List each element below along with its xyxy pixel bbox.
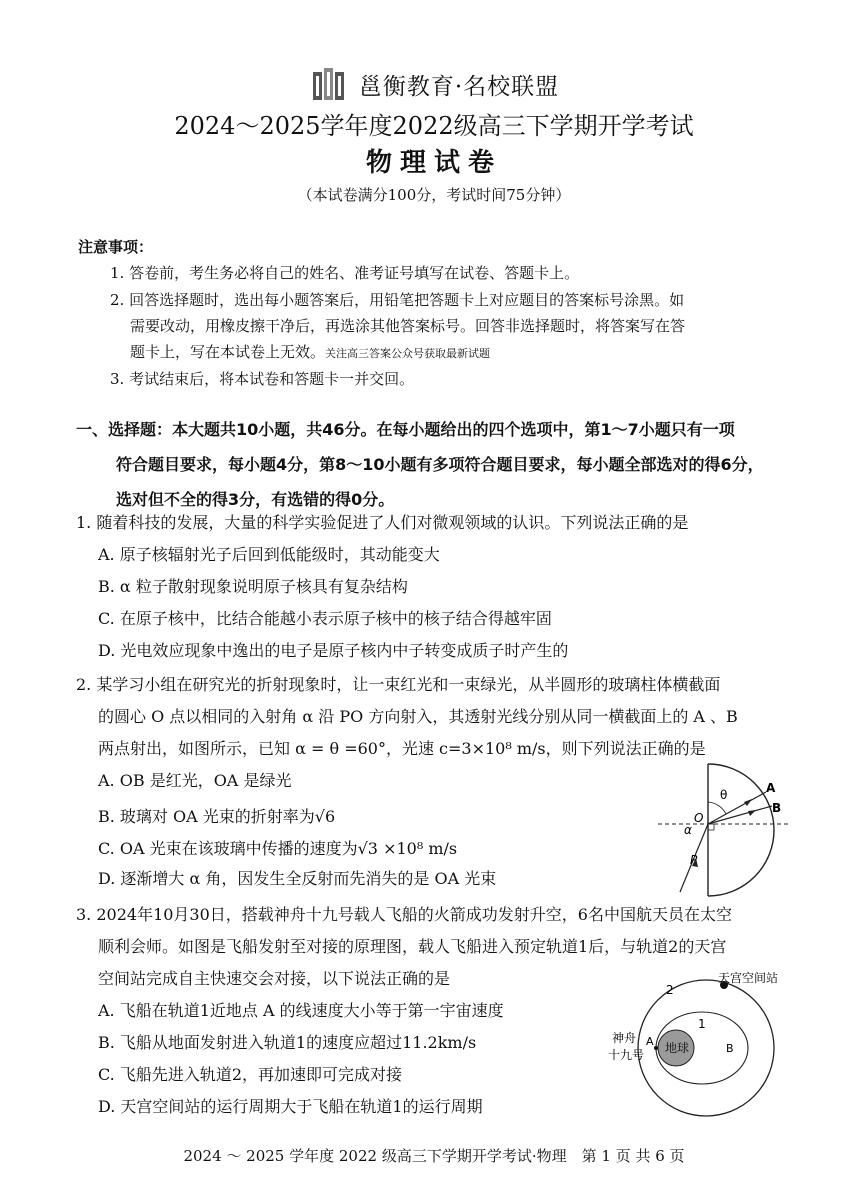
page-footer: 2024 ～ 2025 学年度 2022 级高三下学期开学考试·物理 第 1 页 共 6 页 <box>183 1147 685 1165</box>
q2-option-a: A. OB 是红光，OA 是绿光 <box>98 771 292 790</box>
label-b: B <box>772 801 782 815</box>
notice-tip: 关注高三答案公众号获取最新试题 <box>325 347 491 360</box>
label-alpha: α <box>684 823 692 837</box>
q1-option-b: B. α 粒子散射现象说明原子核具有复杂结构 <box>98 577 408 596</box>
section-1-line-2: 符合题目要求，每小题4分，第8～10小题有多项符合题目要求，每小题全部选对的得6分， <box>116 455 764 474</box>
notice-item-1: 1. 答卷前，考生务必将自己的姓名、准考证号填写在试卷、答题卡上。 <box>110 264 580 282</box>
label-station: 天宫空间站 <box>718 971 779 985</box>
q3-stem-line-3: 空间站完成自主快速交会对接，以下说法正确的是 <box>98 969 451 988</box>
exam-note: （本试卷满分100分，考试时间75分钟） <box>297 186 571 204</box>
ray-oa <box>708 792 766 824</box>
q3-option-d: D. 天宫空间站的运行周期大于飞船在轨道1的运行周期 <box>98 1097 483 1116</box>
label-ship-line-1: 神舟 <box>612 1031 637 1045</box>
q1-option-d: D. 光电效应现象中逸出的电子是原子核内中子转变成质子时产生的 <box>98 641 569 660</box>
right-angle-mark <box>708 824 714 830</box>
label-ship-line-2: 十九号 <box>608 1048 645 1062</box>
label-o: O <box>694 811 704 825</box>
q2-stem-line-3: 两点射出，如图所示，已知 α = θ =60°，光速 c=3×10⁸ m/s，则下列说法正确的是 <box>98 739 706 758</box>
q3-option-b: B. 飞船从地面发射进入轨道1的速度应超过11.2km/s <box>98 1033 477 1052</box>
notice-item-2-line-3 <box>130 339 795 367</box>
q3-orbit-figure <box>606 970 802 1118</box>
label-earth: 地球 <box>665 1041 690 1055</box>
semicircle-arc <box>708 764 774 896</box>
q2-stem-line-1: 2. 某学习小组在研究光的折射现象时，让一束红光和一束绿光，从半圆形的玻璃柱体横截面 <box>76 675 721 694</box>
header-logo-row <box>0 62 868 106</box>
label-point-b: B <box>726 1042 734 1055</box>
notice-item-3: 3. 考试结束后，将本试卷和答题卡一并交回。 <box>110 370 415 388</box>
notice-title: 注意事项： <box>78 238 154 256</box>
label-point-a: A <box>646 1035 654 1048</box>
label-orbit-2: 2 <box>666 983 674 997</box>
ray-oa-arrow-icon <box>744 799 752 806</box>
q1-stem: 1. 随着科技的发展，大量的科学实验促进了人们对微观领域的认识。下列说法正确的是 <box>76 513 689 532</box>
q3-stem-line-2: 顺利会师。如图是飞船发射至对接的原理图，载人飞船进入预定轨道1后，与轨道2的天宫 <box>98 937 727 956</box>
q1-option-c: C. 在原子核中，比结合能越小表示原子核中的核子结合得越牢固 <box>98 609 552 628</box>
exam-title: 2024～2025学年度2022级高三下学期开学考试 <box>174 112 694 140</box>
theta-arc <box>708 802 726 814</box>
q2-option-c: C. OA 光束在该玻璃中传播的速度为√3 ×10⁸ m/s <box>98 839 458 858</box>
q1-option-a: A. 原子核辐射光子后回到低能级时，其动能变大 <box>98 545 440 564</box>
label-orbit-1: 1 <box>698 1017 706 1031</box>
q2-refraction-figure <box>650 762 800 898</box>
q2-stem-line-2: 的圆心 O 点以相同的入射角 α 沿 PO 方向射入，其透射光线分别从同一横截面上的 A 、B <box>98 707 738 726</box>
subject-title: 物理试卷 <box>365 148 502 178</box>
q2-option-b: B. 玻璃对 OA 光束的折射率为√6 <box>98 807 336 826</box>
q3-option-c: C. 飞船先进入轨道2，再加速即可完成对接 <box>98 1065 403 1084</box>
point-a-dot <box>654 1046 658 1050</box>
q3-option-a: A. 飞船在轨道1近地点 A 的线速度大小等于第一宇宙速度 <box>98 1001 504 1020</box>
label-a: A <box>766 781 776 795</box>
ray-ob <box>708 806 772 824</box>
notice-item-2-text: 题卡上，写在本试卷上无效。 <box>130 343 326 361</box>
q2-option-d: D. 逐渐增大 α 角，因发生全反射而先消失的是 OA 光束 <box>98 869 497 888</box>
section-1-line-3: 选对但不全的得3分，有选错的得0分。 <box>116 490 395 509</box>
ray-ob-arrow-icon <box>748 810 756 816</box>
label-theta: θ <box>720 788 728 802</box>
section-1-heading <box>76 412 798 517</box>
label-p: P <box>690 853 698 867</box>
section-1-line-1: 一、选择题：本大题共10小题，共46分。在每小题给出的四个选项中，第1～7小题只有一项 <box>76 420 735 439</box>
notice-item-2-line-1: 2. 回答选择题时，选出每小题答案后，用铅笔把答题卡上对应题目的答案标号涂黑。如 <box>110 291 685 309</box>
notice-item-2-line-2: 需要改动，用橡皮擦干净后，再选涂其他答案标号。回答非选择题时，将答案写在答 <box>130 317 686 335</box>
org-name: 邕衡教育·名校联盟 <box>358 73 560 100</box>
school-logo-icon <box>309 64 349 104</box>
q3-stem-line-1: 3. 2024年10月30日，搭载神舟十九号载人飞船的火箭成功发射升空，6名中国航天员在太空 <box>76 905 732 924</box>
